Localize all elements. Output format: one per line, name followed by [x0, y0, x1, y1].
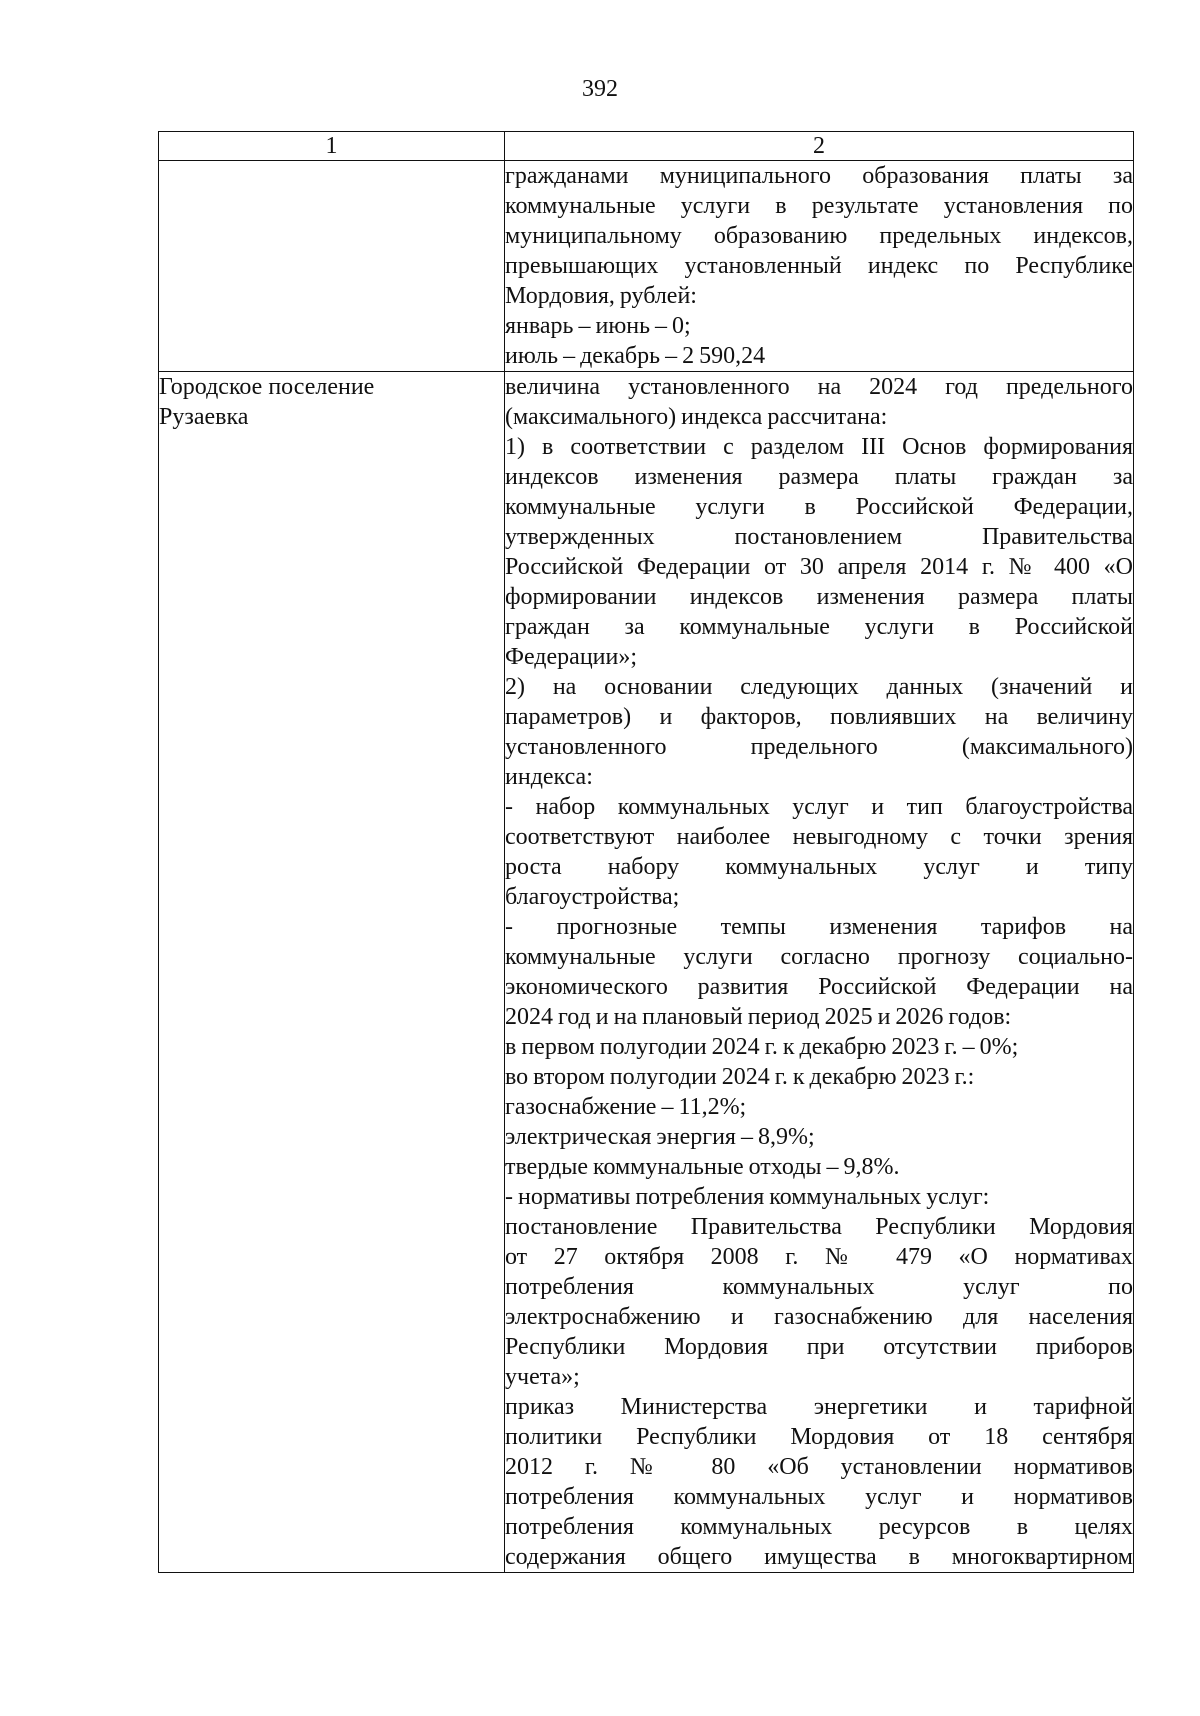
description-text-line: соответствуют наиболее невыгодному с точки зрения: [505, 824, 1133, 850]
description-text-line: потребления коммунальных услуг и нормативов: [505, 1484, 1133, 1510]
description-text-line: - нормативы потребления коммунальных услуг:: [505, 1184, 990, 1210]
municipality-name-line: Городское поселение: [159, 374, 375, 400]
description-text-line: приказ Министерства энергетики и тарифной: [505, 1394, 1133, 1420]
column-header-1: 1: [159, 132, 505, 161]
description-text-line: в первом полугодии 2024 г. к декабрю 2023 г. – 0%;: [505, 1034, 1019, 1060]
description-text-line: превышающих установленный индекс по Республике: [505, 253, 1133, 279]
description-text-line: Российской Федерации от 30 апреля 2014 г. № 400 «О: [505, 554, 1133, 580]
municipality-cell: [159, 372, 505, 1573]
description-text-line: гражданами муниципального образования платы за: [505, 163, 1133, 189]
description-text-line: параметров) и факторов, повлиявших на величину: [505, 704, 1133, 730]
description-text-line: муниципальному образованию предельных индексов,: [505, 223, 1133, 249]
description-text-line: 2) на основании следующих данных (значений и: [505, 674, 1133, 700]
description-text-line: 1) в соответствии с разделом III Основ формирования: [505, 434, 1133, 460]
description-text-line: величина установленного на 2024 год предельного: [505, 374, 1133, 400]
description-text-line: потребления коммунальных ресурсов в целях: [505, 1514, 1133, 1540]
description-text-line: Федерации»;: [505, 644, 638, 670]
description-text-line: потребления коммунальных услуг по: [505, 1274, 1133, 1300]
description-cell: [505, 161, 1134, 372]
description-text-line: роста набору коммунальных услуг и типу: [505, 854, 1133, 880]
description-text-line: - прогнозные темпы изменения тарифов на: [505, 914, 1133, 940]
description-text-line: Мордовия, рублей:: [505, 283, 697, 309]
description-text-line: 2024 год и на плановый период 2025 и 2026 годов:: [505, 1004, 1012, 1030]
description-text-line: коммунальные услуги согласно прогнозу социально-: [505, 944, 1133, 970]
description-text-line: политики Республики Мордовия от 18 сентября: [505, 1424, 1133, 1450]
description-text-line: электрическая энергия – 8,9%;: [505, 1124, 815, 1150]
description-text-line: содержания общего имущества в многоквартирном: [505, 1544, 1133, 1570]
description-text-line: 2012 г. № 80 «Об установлении нормативов: [505, 1454, 1133, 1480]
description-text-line: утвержденных постановлением Правительства: [505, 524, 1133, 550]
description-text-line: Республики Мордовия при отсутствии приборов: [505, 1334, 1133, 1360]
municipality-name-line: Рузаевка: [159, 404, 249, 430]
table-row: [159, 372, 1134, 1573]
document-table: [158, 131, 1134, 1573]
description-text-line: июль – декабрь – 2 590,24: [505, 343, 766, 369]
page-number: 392: [582, 76, 618, 102]
description-text-line: твердые коммунальные отходы – 9,8%.: [505, 1154, 900, 1180]
municipality-cell: [159, 161, 505, 372]
table-header-row: [159, 132, 1134, 161]
description-text-line: установленного предельного (максимального): [505, 734, 1133, 760]
description-text-line: во втором полугодии 2024 г. к декабрю 2023 г.:: [505, 1064, 975, 1090]
column-header-2: 2: [505, 132, 1134, 161]
description-text-line: (максимального) индекса рассчитана:: [505, 404, 888, 430]
description-text-line: учета»;: [505, 1364, 580, 1390]
description-text-line: формировании индексов изменения размера платы: [505, 584, 1133, 610]
description-text-line: индекса:: [505, 764, 593, 790]
description-text-line: январь – июнь – 0;: [505, 313, 691, 339]
table-row: [159, 161, 1134, 372]
description-text-line: экономического развития Российской Федерации на: [505, 974, 1133, 1000]
description-text-line: коммунальные услуги в Российской Федерации,: [505, 494, 1133, 520]
description-text-line: индексов изменения размера платы граждан за: [505, 464, 1133, 490]
description-text-line: благоустройства;: [505, 884, 680, 910]
description-cell: [505, 372, 1134, 1573]
description-text-line: электроснабжению и газоснабжению для населения: [505, 1304, 1133, 1330]
description-text-line: коммунальные услуги в результате установления по: [505, 193, 1133, 219]
description-text-line: - набор коммунальных услуг и тип благоустройства: [505, 794, 1133, 820]
description-text-line: граждан за коммунальные услуги в Российской: [505, 614, 1133, 640]
description-text-line: постановление Правительства Республики Мордовия: [505, 1214, 1133, 1240]
description-text-line: газоснабжение – 11,2%;: [505, 1094, 747, 1120]
description-text-line: от 27 октября 2008 г. № 479 «О нормативах: [505, 1244, 1133, 1270]
